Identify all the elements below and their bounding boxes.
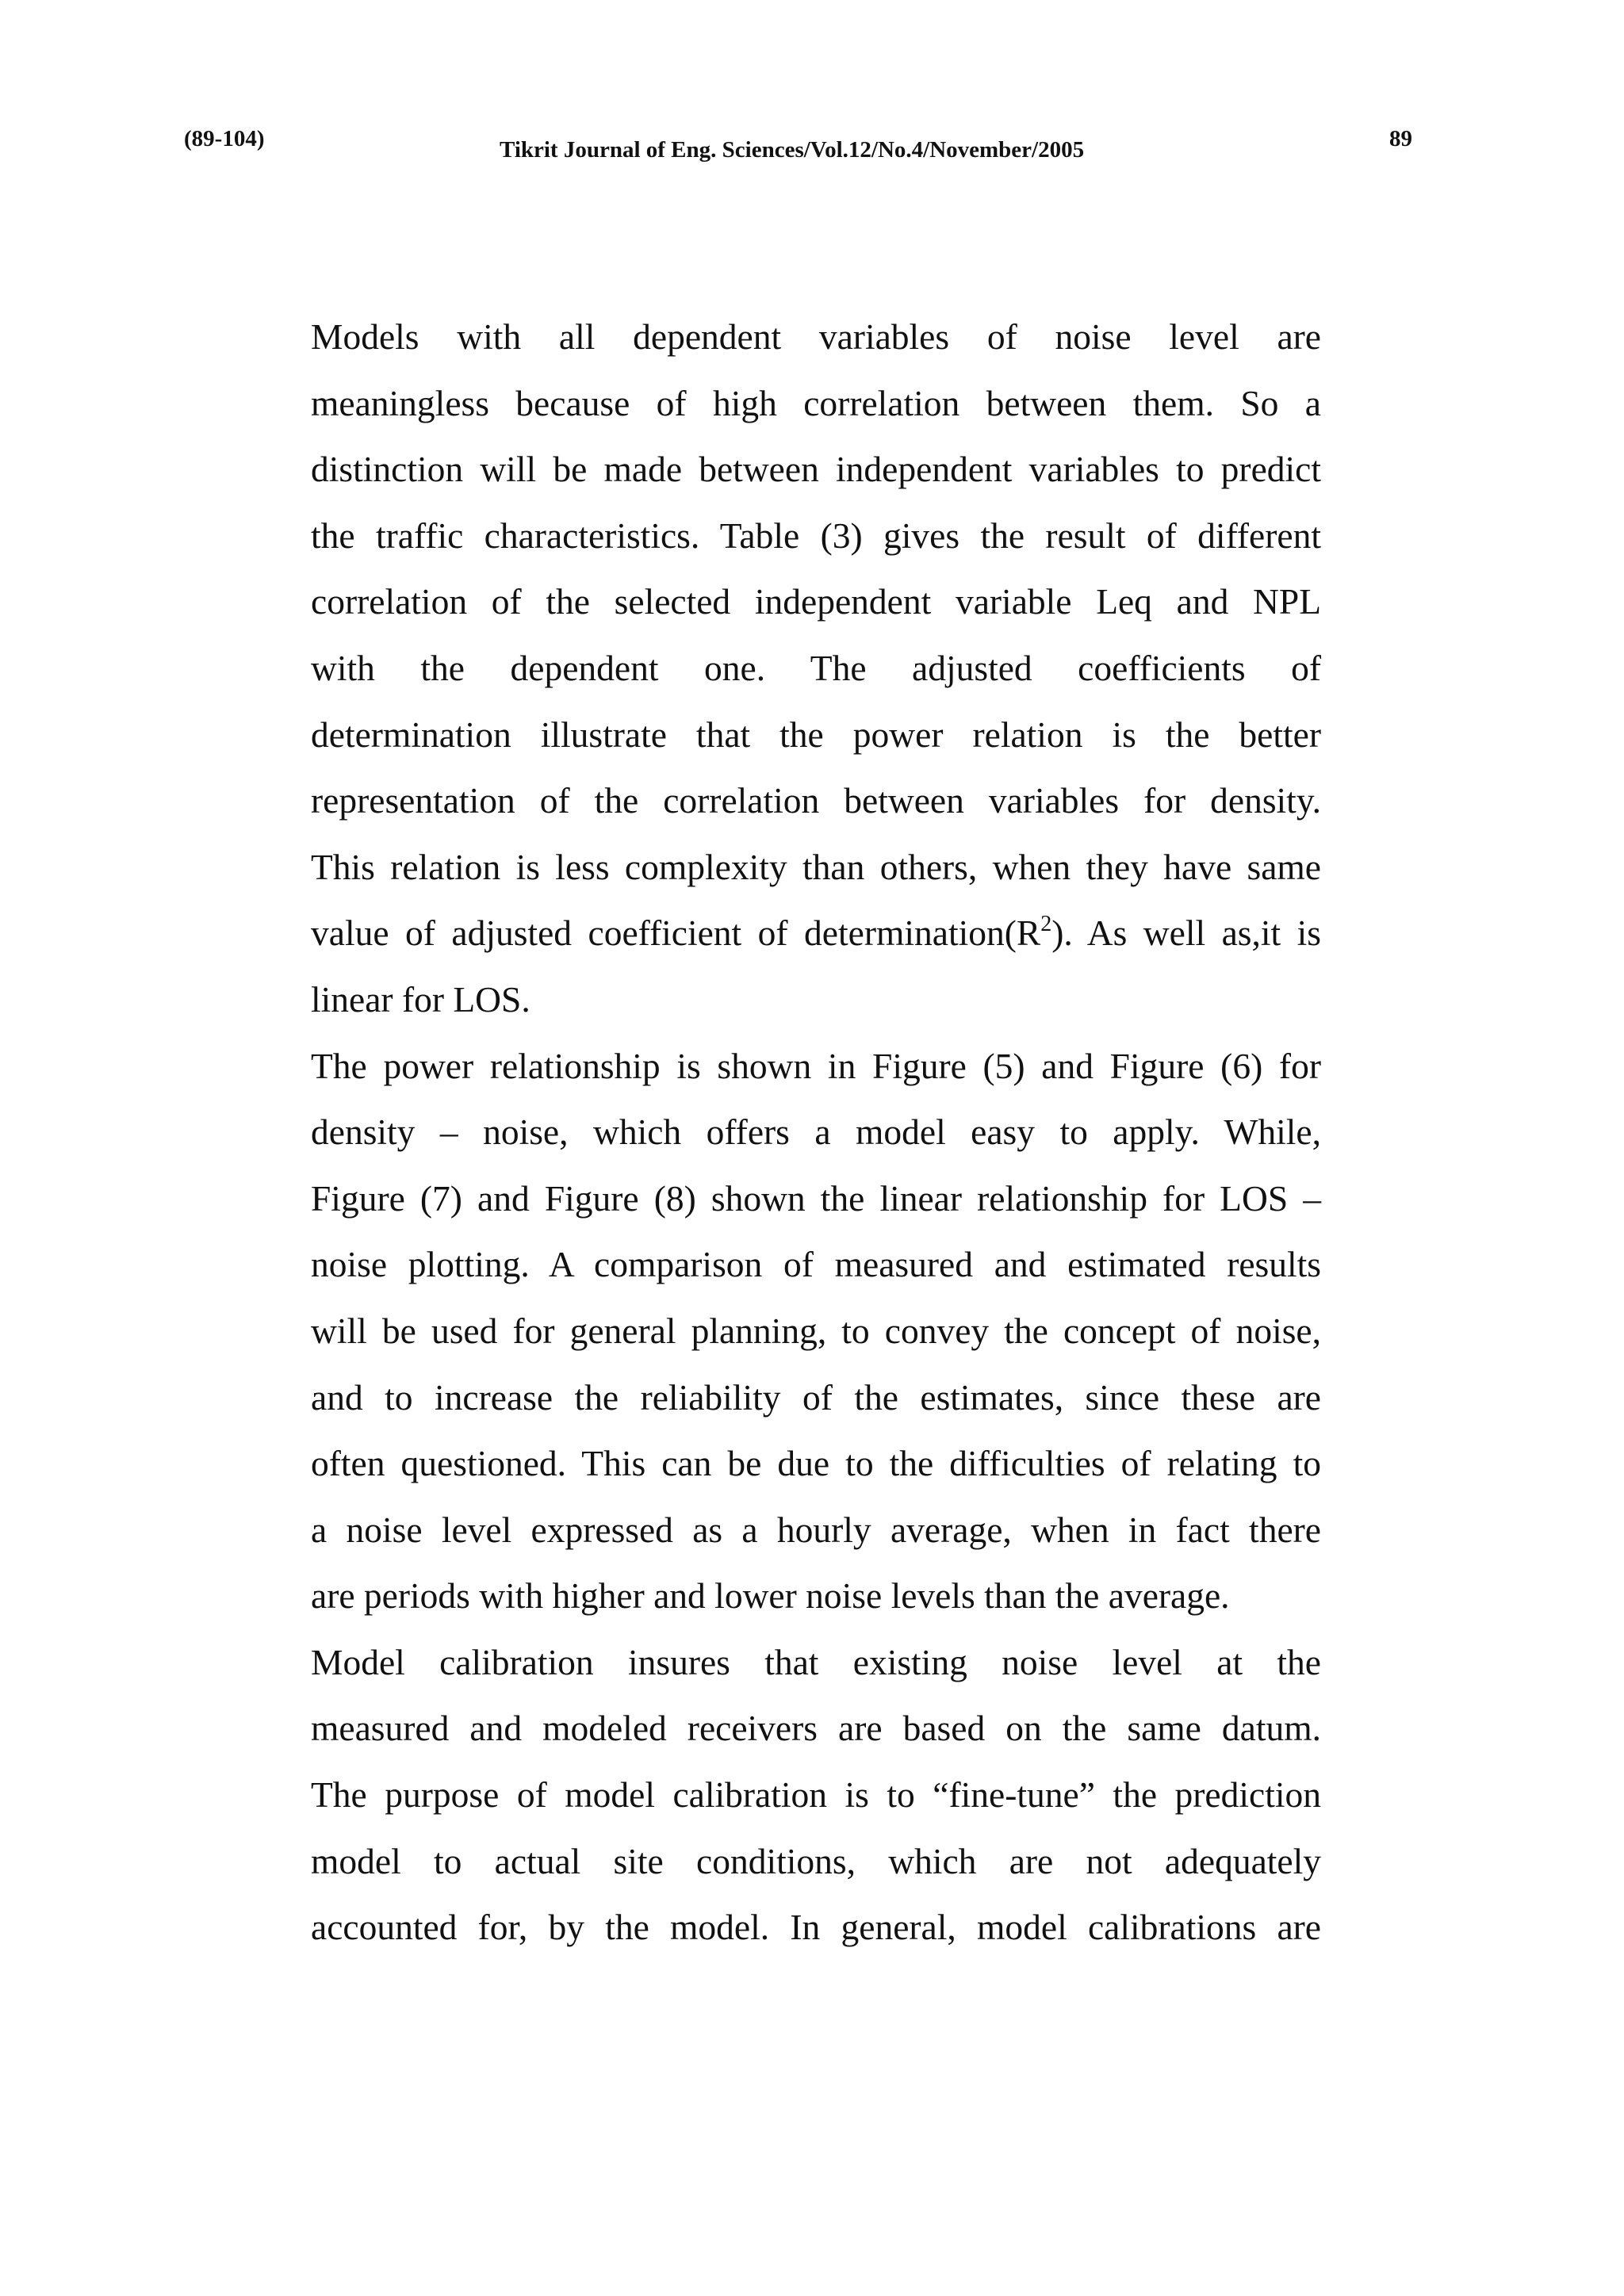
body-line: will be used for general planning, to convey the concept of noise, [311, 1310, 1321, 1351]
body-line-with-superscript [311, 900, 1321, 966]
body-line: distinction will be made between independent variables to predict [311, 449, 1321, 490]
body-text-segment: ). As well as,it is [1051, 913, 1321, 954]
body-line: often questioned. This can be due to the difficulties of relating to [311, 1443, 1321, 1484]
paragraph-final-line: linear for LOS. [311, 978, 530, 1020]
body-line: with the dependent one. The adjusted coefficients of [311, 647, 1321, 688]
body-line: measured and modeled receivers are based on the same datum. [311, 1708, 1321, 1749]
paragraph-final-line: are periods with higher and lower noise levels than the average. [311, 1575, 1230, 1617]
body-line: density – noise, which offers a model easy to apply. While, [311, 1112, 1321, 1153]
body-text-segment: value of adjusted coefficient of determination(R [311, 913, 1041, 954]
page-range: (89-104) [184, 126, 265, 151]
page-number: 89 [1389, 126, 1412, 151]
body-line: determination illustrate that the power relation is the better [311, 714, 1321, 755]
body-line: noise plotting. A comparison of measured and estimated results [311, 1244, 1321, 1285]
body-line: representation of the correlation between variables for density. [311, 780, 1321, 821]
body-line: Models with all dependent variables of noise level are [311, 316, 1321, 357]
body-line: a noise level expressed as a hourly average, when in fact there [311, 1509, 1321, 1550]
body-line: Figure (7) and Figure (8) shown the linear relationship for LOS – [311, 1177, 1321, 1219]
body-line: This relation is less complexity than others, when they have same [311, 846, 1321, 887]
body-line: The power relationship is shown in Figure (5) and Figure (6) for [311, 1045, 1321, 1086]
superscript: 2 [1040, 912, 1052, 937]
body-line: and to increase the reliability of the estimates, since these are [311, 1376, 1321, 1418]
article-body [311, 304, 1321, 1961]
body-line: accounted for, by the model. In general, model calibrations are [311, 1907, 1321, 1948]
body-line: meaningless because of high correlation between them. So a [311, 382, 1321, 423]
body-line: Model calibration insures that existing noise level at the [311, 1641, 1321, 1682]
body-line: The purpose of model calibration is to “fine-tune” the prediction [311, 1774, 1321, 1816]
journal-header: Tikrit Journal of Eng. Sciences/Vol.12/No.4/November/2005 [500, 137, 1085, 163]
body-line: model to actual site conditions, which are not adequately [311, 1840, 1321, 1881]
body-line: the traffic characteristics. Table (3) gives the result of different [311, 515, 1321, 556]
body-line: correlation of the selected independent variable Leq and NPL [311, 581, 1321, 622]
